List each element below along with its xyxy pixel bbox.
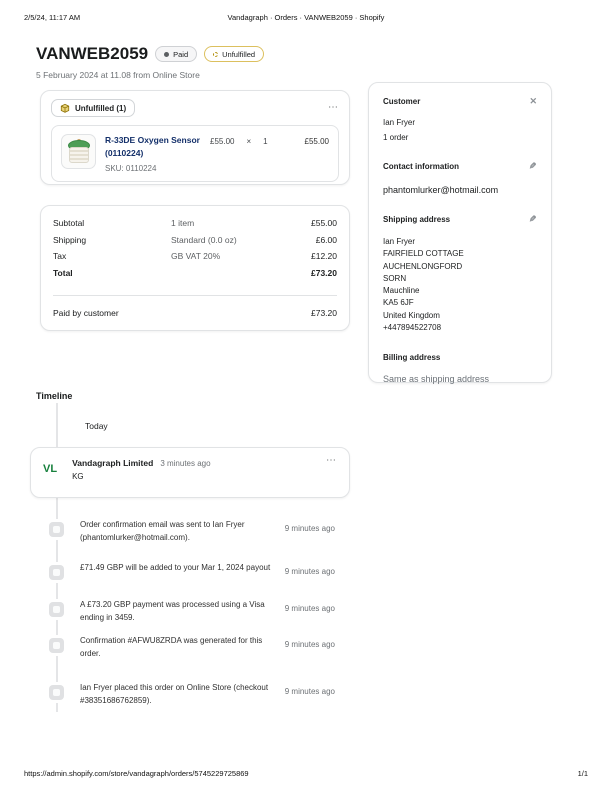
product-thumbnail: [61, 134, 96, 169]
payment-summary-card: [40, 205, 350, 331]
page-title: VANWEB2059: [36, 44, 149, 63]
address-line: Ian Fryer: [383, 237, 416, 246]
customer-order-count: 1 order: [383, 133, 409, 142]
event-timestamp: 9 minutes ago: [284, 604, 335, 613]
timeline-comment-card: [30, 447, 350, 498]
address-line: AUCHENLONGFORD: [383, 261, 463, 271]
comment-timestamp: 3 minutes ago: [160, 459, 211, 468]
paid-by-customer-amount: £73.20: [311, 307, 337, 318]
price-qty: [210, 137, 288, 173]
event-box-icon: [49, 685, 64, 700]
billing-address-title: Billing address: [383, 353, 441, 363]
quantity: 1: [263, 137, 268, 146]
unfulfilled-dot-icon: [213, 52, 218, 57]
shipping-detail: Standard (0.0 oz): [171, 234, 237, 245]
subtotal-detail: 1 item: [171, 218, 195, 228]
total-amount: £73.20: [311, 267, 337, 278]
close-icon[interactable]: ✕: [529, 96, 537, 106]
event-box-icon: [49, 522, 64, 537]
order-header: [36, 44, 264, 80]
edit-contact-icon[interactable]: ✎: [529, 161, 537, 171]
paid-status-badge: [155, 46, 197, 62]
event-text: £71.49 GBP will be added to your Mar 1, 2024 payout: [80, 563, 271, 572]
paid-by-customer-row: [53, 308, 337, 318]
address-line: SORN: [383, 273, 407, 283]
total-detail: [171, 268, 275, 278]
event-text: Order confirmation email was sent to Ian Fryer (phantomlurker@hotmail.com).: [80, 520, 245, 542]
shipping-amount: £6.00: [315, 234, 337, 245]
line-total: £55.00: [304, 137, 329, 146]
comment-author: Vandagraph Limited: [72, 458, 154, 468]
address-line: +447894522708: [383, 323, 442, 333]
paid-dot-icon: [164, 52, 169, 57]
unfulfilled-status-badge: [204, 46, 264, 62]
timeline-today-label: Today: [85, 421, 108, 431]
paid-by-customer-label: Paid by customer: [53, 307, 119, 318]
event-box-icon: [49, 638, 64, 653]
address-line: Mauchline: [383, 286, 420, 296]
event-timestamp: 9 minutes ago: [284, 640, 335, 649]
unit-price: £55.00: [210, 137, 235, 146]
print-doc-title: Vandagraph · Orders · VANWEB2059 · Shopify: [227, 13, 385, 22]
paid-badge-label: Paid: [173, 49, 189, 59]
tax-label: Tax: [53, 251, 67, 261]
package-icon: [60, 103, 70, 113]
product-title-link[interactable]: R-33DE Oxygen Sensor (0110224): [105, 135, 200, 158]
order-date-subtitle: 5 February 2024 at 11.08 from Online Store: [36, 70, 200, 80]
event-timestamp: 9 minutes ago: [284, 567, 335, 576]
comment-menu-button[interactable]: ⋯: [326, 455, 337, 466]
address-line: KA5 6JF: [383, 298, 414, 308]
shipping-row: [53, 235, 337, 245]
payment-divider: [53, 295, 337, 296]
print-datetime: 2/5/24, 11:17 AM: [24, 13, 81, 22]
subtotal-amount: £55.00: [311, 218, 337, 228]
customer-name-link[interactable]: Ian Fryer: [383, 118, 416, 127]
print-url: https://admin.shopify.com/store/vandagraph/orders/5745229725869: [24, 769, 249, 778]
times-sign: ×: [246, 137, 252, 146]
total-label: Total: [53, 267, 73, 278]
edit-shipping-icon[interactable]: ✎: [529, 214, 537, 224]
shipping-address-title: Shipping address: [383, 215, 451, 224]
billing-address-value: Same as shipping address: [383, 374, 490, 385]
unfulfilled-count-chip: [51, 99, 135, 117]
customer-card: [368, 82, 552, 383]
event-text: Ian Fryer placed this order on Online Store (checkout #38351686762859).: [80, 683, 269, 705]
print-header: [24, 13, 588, 22]
shipping-label: Shipping: [53, 234, 87, 245]
subtotal-label: Subtotal: [53, 218, 85, 228]
unfulfilled-count-label: Unfulfilled (1): [75, 103, 127, 113]
customer-email-link[interactable]: phantomlurker@hotmail.com: [383, 185, 499, 195]
subtotal-row: [53, 218, 337, 228]
event-timestamp: 9 minutes ago: [284, 687, 335, 696]
customer-section-title: Customer: [383, 97, 421, 106]
total-row: [53, 268, 337, 278]
fulfillment-card: [40, 90, 350, 185]
tax-amount: £12.20: [311, 251, 337, 261]
line-item-row: [51, 125, 339, 182]
print-footer: [24, 769, 588, 778]
address-line: United Kingdom: [383, 310, 440, 320]
address-line: FAIRFIELD COTTAGE: [383, 249, 464, 259]
comment-body: KG: [72, 472, 84, 481]
print-page-number: 1/1: [577, 769, 588, 778]
contact-section-title: Contact information: [383, 162, 459, 171]
event-box-icon: [49, 602, 64, 617]
timeline-title: Timeline: [36, 391, 73, 401]
tax-row: [53, 251, 337, 261]
unfulfilled-badge-label: Unfulfilled: [222, 49, 256, 59]
avatar: VL: [43, 463, 58, 475]
event-text: Confirmation #AFWU8ZRDA was generated for this order.: [80, 636, 263, 658]
tax-detail: GB VAT 20%: [171, 251, 221, 261]
event-text: A £73.20 GBP payment was processed using a Visa ending in 3459.: [80, 600, 265, 622]
event-timestamp: 9 minutes ago: [284, 524, 335, 533]
event-box-icon: [49, 565, 64, 580]
shipping-address: [383, 236, 537, 334]
fulfillment-menu-button[interactable]: ⋯: [328, 102, 339, 113]
product-sku: SKU: 0110224: [105, 163, 157, 173]
